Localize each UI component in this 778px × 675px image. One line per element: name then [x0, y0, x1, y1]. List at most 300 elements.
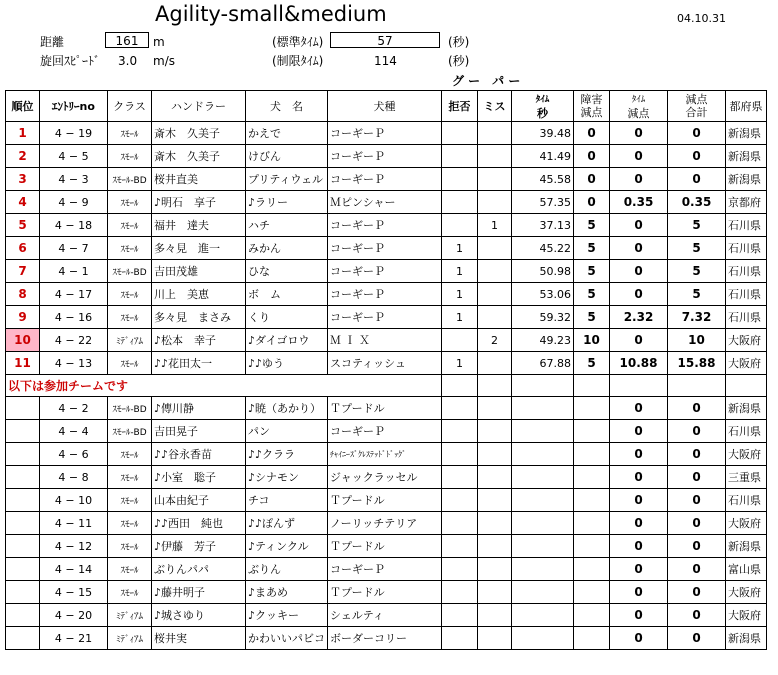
time-cell: 45.58 — [512, 168, 574, 191]
class-cell: ｽﾓｰﾙ — [108, 512, 152, 535]
speed-unit: m/s — [153, 54, 175, 68]
obstacle-cell — [574, 397, 610, 420]
header-dog: 犬 名 — [246, 91, 328, 122]
rank-cell: 10 — [6, 329, 40, 352]
entry-cell: 4 − 15 — [40, 581, 108, 604]
timepen-cell: 0 — [610, 604, 668, 627]
obstacle-cell — [574, 512, 610, 535]
miss-cell: 2 — [478, 329, 512, 352]
entry-cell: 4 − 17 — [40, 283, 108, 306]
table-row — [6, 214, 767, 237]
dog-cell: パン — [246, 420, 328, 443]
rank-cell: 11 — [6, 352, 40, 375]
dog-cell: ボ ム — [246, 283, 328, 306]
header-obstacle-bottom: 減点 — [580, 106, 603, 119]
entry-cell: 4 − 4 — [40, 420, 108, 443]
miss-cell — [478, 604, 512, 627]
total-cell: 0 — [668, 466, 726, 489]
header-obstacle — [574, 91, 610, 122]
miss-cell — [478, 352, 512, 375]
refusal-cell — [442, 122, 478, 145]
rank-cell: 2 — [6, 145, 40, 168]
miss-cell — [478, 466, 512, 489]
header-timepen-bottom: 減点 — [627, 107, 650, 120]
handler-cell: 斎木 久美子 — [152, 145, 246, 168]
pref-cell: 新潟県 — [726, 145, 767, 168]
refusal-cell — [442, 581, 478, 604]
header-rank: 順位 — [6, 91, 40, 122]
miss-cell — [478, 397, 512, 420]
breed-cell: コーギーＰ — [328, 168, 442, 191]
rank-cell — [6, 535, 40, 558]
std-time-label: (標準ﾀｲﾑ) — [272, 35, 324, 49]
pref-cell: 石川県 — [726, 420, 767, 443]
total-cell: 7.32 — [668, 306, 726, 329]
handler-cell: 斎木 久美子 — [152, 122, 246, 145]
total-cell: 15.88 — [668, 352, 726, 375]
entry-cell: 4 − 21 — [40, 627, 108, 650]
table-row — [6, 627, 767, 650]
miss-cell — [478, 581, 512, 604]
dog-cell: ♪♪クララ — [246, 443, 328, 466]
class-cell: ｽﾓｰﾙ — [108, 237, 152, 260]
dog-cell: みかん — [246, 237, 328, 260]
miss-cell — [478, 283, 512, 306]
handler-cell: 桜井実 — [152, 627, 246, 650]
obstacle-cell — [574, 604, 610, 627]
table-row — [6, 397, 767, 420]
pref-cell: 新潟県 — [726, 168, 767, 191]
breed-cell: コーギーＰ — [328, 283, 442, 306]
entry-cell: 4 − 12 — [40, 535, 108, 558]
table-row — [6, 443, 767, 466]
header-timepen — [610, 91, 668, 122]
time-cell — [512, 535, 574, 558]
rank-cell: 4 — [6, 191, 40, 214]
total-cell: 5 — [668, 214, 726, 237]
breed-cell: ノーリッチテリア — [328, 512, 442, 535]
breed-cell: Ｔプードル — [328, 397, 442, 420]
table-row — [6, 306, 767, 329]
miss-cell: 1 — [478, 214, 512, 237]
class-cell: ｽﾓｰﾙ — [108, 283, 152, 306]
header-total-bottom: 合計 — [685, 106, 708, 119]
header-row — [6, 91, 767, 122]
timepen-cell: 2.32 — [610, 306, 668, 329]
handler-cell: ♪伊藤 芳子 — [152, 535, 246, 558]
total-cell: 0 — [668, 443, 726, 466]
table-row — [6, 512, 767, 535]
timepen-cell: 0 — [610, 420, 668, 443]
rank-cell — [6, 604, 40, 627]
time-cell: 50.98 — [512, 260, 574, 283]
pref-cell: 石川県 — [726, 489, 767, 512]
timepen-cell: 0 — [610, 237, 668, 260]
distance-label: 距離 — [40, 35, 65, 49]
dog-cell: ♪ティンクル — [246, 535, 328, 558]
class-cell: ｽﾓｰﾙ — [108, 191, 152, 214]
total-cell: 0 — [668, 535, 726, 558]
pref-cell: 新潟県 — [726, 122, 767, 145]
time-cell: 67.88 — [512, 352, 574, 375]
refusal-cell — [442, 466, 478, 489]
total-cell: 0 — [668, 489, 726, 512]
timepen-cell: 0 — [610, 627, 668, 650]
class-cell: ｽﾓｰﾙ-BD — [108, 260, 152, 283]
time-cell: 39.48 — [512, 122, 574, 145]
rank-cell — [6, 489, 40, 512]
refusal-cell — [442, 191, 478, 214]
time-cell: 53.06 — [512, 283, 574, 306]
dog-cell: ♪ラリー — [246, 191, 328, 214]
breed-cell: Ｔプードル — [328, 535, 442, 558]
timepen-cell: 0 — [610, 512, 668, 535]
distance-value: 161 — [105, 32, 149, 48]
header-pref: 都府県 — [726, 91, 767, 122]
obstacle-cell — [574, 581, 610, 604]
speed-label: 旋回ｽﾋﾟｰﾄﾞ — [40, 54, 101, 68]
pref-cell: 大阪府 — [726, 604, 767, 627]
entry-cell: 4 − 11 — [40, 512, 108, 535]
table-row — [6, 489, 767, 512]
dog-cell: けびん — [246, 145, 328, 168]
miss-cell — [478, 489, 512, 512]
table-row — [6, 352, 767, 375]
miss-cell — [478, 420, 512, 443]
handler-cell: ぶりんパパ — [152, 558, 246, 581]
max-time-value: 114 — [374, 54, 397, 68]
refusal-cell: 1 — [442, 237, 478, 260]
miss-cell — [478, 512, 512, 535]
miss-cell — [478, 237, 512, 260]
dog-cell: ♪暁（あかり） — [246, 397, 328, 420]
total-cell: 5 — [668, 260, 726, 283]
table-row — [6, 237, 767, 260]
handler-cell: 桜井直美 — [152, 168, 246, 191]
rank-cell — [6, 558, 40, 581]
obstacle-cell — [574, 627, 610, 650]
dog-cell: ♪まあめ — [246, 581, 328, 604]
dog-cell: チコ — [246, 489, 328, 512]
total-cell: 0 — [668, 122, 726, 145]
refusal-cell — [442, 145, 478, 168]
dog-cell: プリティウェル — [246, 168, 328, 191]
class-cell: ｽﾓｰﾙ-BD — [108, 420, 152, 443]
total-cell: 0 — [668, 627, 726, 650]
rank-cell — [6, 443, 40, 466]
obstacle-cell: 0 — [574, 145, 610, 168]
refusal-cell — [442, 604, 478, 627]
timepen-cell: 0 — [610, 397, 668, 420]
class-cell: ﾐﾃﾞｨｱﾑ — [108, 627, 152, 650]
breed-cell: スコティッシュ — [328, 352, 442, 375]
header-miss: ミス — [478, 91, 512, 122]
breed-cell: コーギーＰ — [328, 306, 442, 329]
class-cell: ｽﾓｰﾙ — [108, 306, 152, 329]
time-cell — [512, 420, 574, 443]
total-cell: 0 — [668, 420, 726, 443]
time-cell: 49.23 — [512, 329, 574, 352]
obstacle-cell — [574, 420, 610, 443]
total-cell: 0 — [668, 558, 726, 581]
pref-cell: 大阪府 — [726, 443, 767, 466]
header-time-bottom: 秒 — [537, 107, 548, 120]
breed-cell: Ｍピンシャー — [328, 191, 442, 214]
obstacle-cell: 5 — [574, 283, 610, 306]
entry-cell: 4 − 6 — [40, 443, 108, 466]
handler-cell: ♪♪西田 純也 — [152, 512, 246, 535]
miss-cell — [478, 168, 512, 191]
timepen-cell: 0 — [610, 122, 668, 145]
entry-cell: 4 − 22 — [40, 329, 108, 352]
std-time-unit: (秒) — [448, 35, 470, 49]
header-handler: ハンドラー — [152, 91, 246, 122]
refusal-cell — [442, 535, 478, 558]
entry-cell: 4 − 20 — [40, 604, 108, 627]
total-cell: 0.35 — [668, 191, 726, 214]
header-obstacle-top: 障害 — [580, 93, 603, 106]
distance-unit: m — [153, 35, 165, 49]
table-row — [6, 581, 767, 604]
entry-cell: 4 − 18 — [40, 214, 108, 237]
entry-cell: 4 − 16 — [40, 306, 108, 329]
rank-cell: 6 — [6, 237, 40, 260]
pref-cell: 三重県 — [726, 466, 767, 489]
handler-cell: 吉田茂雄 — [152, 260, 246, 283]
time-cell — [512, 512, 574, 535]
obstacle-cell: 5 — [574, 260, 610, 283]
obstacle-cell: 5 — [574, 352, 610, 375]
breed-cell: コーギーＰ — [328, 145, 442, 168]
breed-cell: Ｔプードル — [328, 581, 442, 604]
entry-cell: 4 − 7 — [40, 237, 108, 260]
max-time-label: (制限ﾀｲﾑ) — [272, 54, 324, 68]
dog-cell: くり — [246, 306, 328, 329]
obstacle-cell: 5 — [574, 306, 610, 329]
time-cell — [512, 558, 574, 581]
rank-cell: 3 — [6, 168, 40, 191]
obstacle-cell: 5 — [574, 214, 610, 237]
class-cell: ｽﾓｰﾙ-BD — [108, 168, 152, 191]
table-row — [6, 122, 767, 145]
total-cell: 0 — [668, 581, 726, 604]
class-cell: ｽﾓｰﾙ — [108, 352, 152, 375]
table-row — [6, 168, 767, 191]
handler-cell: ♪松本 幸子 — [152, 329, 246, 352]
rank-cell — [6, 627, 40, 650]
pref-cell: 富山県 — [726, 558, 767, 581]
rank-cell: 7 — [6, 260, 40, 283]
obstacle-cell — [574, 535, 610, 558]
entry-cell: 4 − 5 — [40, 145, 108, 168]
breed-cell: Ｔプードル — [328, 489, 442, 512]
obstacle-cell: 5 — [574, 237, 610, 260]
class-cell: ｽﾓｰﾙ — [108, 214, 152, 237]
miss-cell — [478, 260, 512, 283]
refusal-cell: 1 — [442, 283, 478, 306]
miss-cell — [478, 191, 512, 214]
breed-cell: ボーダーコリー — [328, 627, 442, 650]
rank-cell: 8 — [6, 283, 40, 306]
timepen-cell: 0 — [610, 329, 668, 352]
miss-cell — [478, 443, 512, 466]
rank-cell: 5 — [6, 214, 40, 237]
class-cell: ｽﾓｰﾙ — [108, 145, 152, 168]
header-time — [512, 91, 574, 122]
class-cell: ｽﾓｰﾙ-BD — [108, 397, 152, 420]
rank-cell — [6, 420, 40, 443]
breed-cell: コーギーＰ — [328, 558, 442, 581]
pref-cell: 石川県 — [726, 283, 767, 306]
pref-cell: 石川県 — [726, 214, 767, 237]
handler-cell: ♪傳川静 — [152, 397, 246, 420]
date-label: 04.10.31 — [677, 12, 726, 25]
separator-row — [6, 375, 767, 397]
refusal-cell — [442, 558, 478, 581]
refusal-cell — [442, 168, 478, 191]
time-cell — [512, 466, 574, 489]
time-cell — [512, 604, 574, 627]
refusal-cell — [442, 489, 478, 512]
time-cell — [512, 489, 574, 512]
header-timepen-top: ﾀｲﾑ — [631, 95, 646, 105]
pref-cell: 新潟県 — [726, 535, 767, 558]
total-cell: 0 — [668, 397, 726, 420]
std-time-value: 57 — [330, 32, 440, 48]
breed-cell: コーギーＰ — [328, 237, 442, 260]
class-cell: ﾐﾃﾞｨｱﾑ — [108, 329, 152, 352]
timepen-cell: 0 — [610, 260, 668, 283]
header-breed: 犬種 — [328, 91, 442, 122]
miss-cell — [478, 306, 512, 329]
handler-cell: 多々見 まさみ — [152, 306, 246, 329]
pref-cell: 京都府 — [726, 191, 767, 214]
entry-cell: 4 − 2 — [40, 397, 108, 420]
handler-cell: 川上 美恵 — [152, 283, 246, 306]
speed-value: 3.0 — [118, 54, 138, 68]
breed-cell: ﾁｬｲﾆｰｽﾞｸﾚｽﾃｯﾄﾞﾄﾞｯｸﾞ — [328, 443, 442, 466]
dog-cell: ♪シナモン — [246, 466, 328, 489]
time-cell — [512, 627, 574, 650]
time-cell: 57.35 — [512, 191, 574, 214]
time-cell: 37.13 — [512, 214, 574, 237]
total-cell: 5 — [668, 283, 726, 306]
pref-cell: 新潟県 — [726, 627, 767, 650]
pref-cell: 大阪府 — [726, 352, 767, 375]
class-cell: ｽﾓｰﾙ — [108, 443, 152, 466]
total-cell: 0 — [668, 168, 726, 191]
class-cell: ｽﾓｰﾙ — [108, 489, 152, 512]
timepen-cell: 0 — [610, 466, 668, 489]
max-time-unit: (秒) — [448, 54, 470, 68]
pref-cell: 新潟県 — [726, 397, 767, 420]
miss-cell — [478, 535, 512, 558]
timepen-cell: 0 — [610, 581, 668, 604]
pref-cell: 石川県 — [726, 237, 767, 260]
dog-cell: ♪クッキー — [246, 604, 328, 627]
dog-cell: ハチ — [246, 214, 328, 237]
results-table — [5, 90, 767, 650]
header-class: クラス — [108, 91, 152, 122]
entry-cell: 4 − 13 — [40, 352, 108, 375]
breed-cell: コーギーＰ — [328, 260, 442, 283]
timepen-cell: 0 — [610, 168, 668, 191]
refusal-cell — [442, 443, 478, 466]
table-row — [6, 420, 767, 443]
total-cell: 0 — [668, 512, 726, 535]
obstacle-cell: 0 — [574, 122, 610, 145]
total-cell: 0 — [668, 604, 726, 627]
refusal-cell — [442, 214, 478, 237]
timepen-cell: 0 — [610, 145, 668, 168]
rank-cell — [6, 466, 40, 489]
table-row — [6, 145, 767, 168]
time-cell — [512, 581, 574, 604]
class-cell: ｽﾓｰﾙ — [108, 122, 152, 145]
timepen-cell: 0.35 — [610, 191, 668, 214]
rank-cell — [6, 512, 40, 535]
entry-cell: 4 − 14 — [40, 558, 108, 581]
handler-cell: ♪♪谷永香苗 — [152, 443, 246, 466]
handler-cell: 多々見 進一 — [152, 237, 246, 260]
table-row — [6, 260, 767, 283]
pref-cell: 大阪府 — [726, 512, 767, 535]
pref-cell: 石川県 — [726, 260, 767, 283]
separator-label: 以下は参加チームです — [6, 375, 246, 397]
dog-cell: ひな — [246, 260, 328, 283]
table-row — [6, 329, 767, 352]
breed-cell: コーギーＰ — [328, 214, 442, 237]
total-cell: 5 — [668, 237, 726, 260]
refusal-cell: 1 — [442, 306, 478, 329]
dog-cell: ♪♪ゆう — [246, 352, 328, 375]
entry-cell: 4 − 10 — [40, 489, 108, 512]
header-time-top: ﾀｲﾑ — [535, 95, 550, 105]
timepen-cell: 0 — [610, 535, 668, 558]
entry-cell: 4 − 9 — [40, 191, 108, 214]
page-title: Agility-small&medium — [155, 2, 387, 26]
header-total — [668, 91, 726, 122]
time-cell: 59.32 — [512, 306, 574, 329]
obstacle-cell: 10 — [574, 329, 610, 352]
handler-cell: ♪明石 享子 — [152, 191, 246, 214]
handler-cell: 吉田晃子 — [152, 420, 246, 443]
miss-cell — [478, 627, 512, 650]
time-cell — [512, 397, 574, 420]
dog-cell: ぶりん — [246, 558, 328, 581]
timepen-cell: 0 — [610, 443, 668, 466]
breed-cell: コーギーＰ — [328, 122, 442, 145]
dog-cell: かえで — [246, 122, 328, 145]
group-header: グ ー パ ー — [452, 74, 521, 88]
table-row — [6, 466, 767, 489]
header-refusal: 拒否 — [442, 91, 478, 122]
time-cell — [512, 443, 574, 466]
obstacle-cell — [574, 558, 610, 581]
handler-cell: ♪♪花田太一 — [152, 352, 246, 375]
rank-cell: 9 — [6, 306, 40, 329]
class-cell: ｽﾓｰﾙ — [108, 535, 152, 558]
breed-cell: Ｍ Ｉ Ｘ — [328, 329, 442, 352]
refusal-cell — [442, 512, 478, 535]
refusal-cell: 1 — [442, 352, 478, 375]
rank-cell — [6, 581, 40, 604]
entry-cell: 4 − 1 — [40, 260, 108, 283]
handler-cell: ♪藤井明子 — [152, 581, 246, 604]
breed-cell: ジャックラッセル — [328, 466, 442, 489]
obstacle-cell — [574, 489, 610, 512]
obstacle-cell: 0 — [574, 191, 610, 214]
